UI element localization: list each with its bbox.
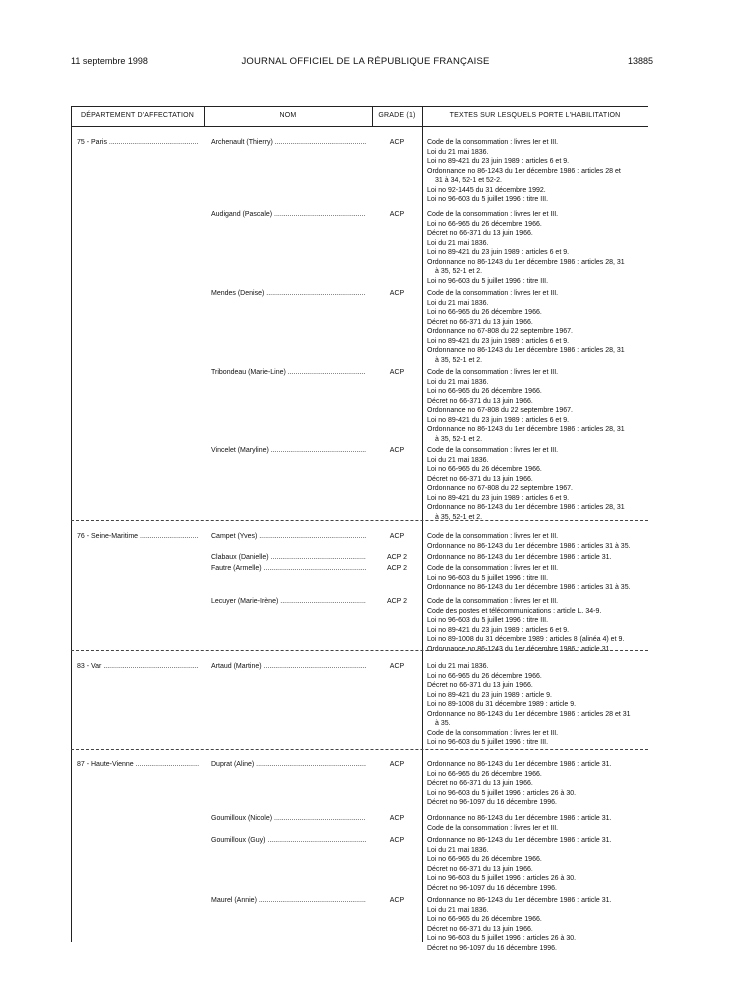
grade-cell: ACP bbox=[389, 533, 405, 540]
grade-cell: ACP 2 bbox=[386, 598, 408, 605]
text-line: Ordonnance no 86-1243 du 1er décembre 1986 : article 31. bbox=[427, 815, 612, 822]
page-date: 11 septembre 1998 bbox=[71, 56, 148, 66]
text-line: Loi du 21 mai 1836. bbox=[427, 148, 489, 156]
text-line: Ordonnance no 86-1243 du 1er décembre 1986 : article 31. bbox=[427, 645, 612, 653]
name-cell: Duprat (Aline) ..... bbox=[211, 760, 366, 770]
texts-cell bbox=[427, 368, 657, 444]
dept-cell: 76 - Seine-Maritime ..... bbox=[77, 532, 199, 542]
text-line: Loi no 89-421 du 23 juin 1989 : article 9. bbox=[427, 691, 552, 699]
text-line: Ordonnance no 86-1243 du 1er décembre 1986 : article 31. bbox=[427, 554, 612, 561]
text-line: Ordonnance no 86-1243 du 1er décembre 1986 : article 31. bbox=[427, 897, 612, 904]
name-cell: Mendes (Denise) ..... bbox=[211, 289, 366, 299]
text-line: Loi no 89-1008 du 31 décembre 1989 : article 9. bbox=[427, 701, 577, 708]
text-line: Décret no 66-371 du 13 juin 1966. bbox=[427, 230, 533, 237]
text-line: Loi no 96-603 du 5 juillet 1996 : titre III. bbox=[427, 739, 549, 746]
name-cell: Archenault (Thierry) ..... bbox=[211, 138, 366, 148]
text-line: Code de la consommation : livres Ier et III. bbox=[427, 211, 559, 218]
text-line: Ordonnance no 86-1243 du 1er décembre 1986 : articles 28, 31 bbox=[427, 347, 625, 354]
text-line: Loi no 66-965 du 26 décembre 1966. bbox=[427, 220, 542, 228]
name-cell: Audigand (Pascale) ..... bbox=[211, 210, 366, 220]
text-line: Loi no 89-1008 du 31 décembre 1989 : articles 8 (alinéa 4) et 9. bbox=[427, 636, 625, 643]
text-line: Loi no 66-965 du 26 décembre 1966. bbox=[427, 916, 542, 923]
text-line: Code de la consommation : livres Ier et III. bbox=[427, 533, 559, 540]
text-line: Loi du 21 mai 1836. bbox=[427, 456, 489, 464]
section-separator bbox=[71, 520, 648, 521]
text-line: Ordonnance no 86-1243 du 1er décembre 1986 : articles 31 à 35. bbox=[427, 542, 631, 550]
dept-cell: 75 - Paris ..... bbox=[77, 138, 199, 148]
texts-cell bbox=[427, 289, 657, 365]
name-cell: Goumilloux (Guy) ..... bbox=[211, 836, 366, 846]
section-separator bbox=[71, 749, 648, 750]
text-line: Loi du 21 mai 1836. bbox=[427, 299, 489, 307]
text-line: Ordonnance no 86-1243 du 1er décembre 1986 : articles 28, 31 bbox=[427, 504, 625, 511]
name-cell: Clabaux (Danielle) ..... bbox=[211, 553, 366, 563]
text-line: Code de la consommation : livres Ier et III. bbox=[427, 369, 559, 376]
text-line: à 35. bbox=[435, 720, 451, 727]
grade-cell: ACP bbox=[389, 897, 405, 904]
col-divider bbox=[422, 106, 423, 942]
table-left-border bbox=[71, 106, 72, 942]
text-line: Loi no 96-603 du 5 juillet 1996 : articles 26 à 30. bbox=[427, 875, 577, 882]
text-line: Loi no 89-421 du 23 juin 1989 : articles 6 et 9. bbox=[427, 158, 570, 165]
texts-cell bbox=[427, 814, 657, 833]
text-line: Décret no 66-371 du 13 juin 1966. bbox=[427, 475, 533, 483]
grade-cell: ACP bbox=[389, 447, 405, 454]
text-line: Décret no 66-371 du 13 juin 1966. bbox=[427, 682, 533, 689]
grade-cell: ACP 2 bbox=[386, 554, 408, 561]
text-line: Code des postes et télécommunications : article L. 34-9. bbox=[427, 607, 602, 615]
name-cell: Tribondeau (Marie-Line) ..... bbox=[211, 368, 366, 378]
grade-cell: ACP bbox=[389, 290, 405, 297]
journal-title: JOURNAL OFFICIEL DE LA RÉPUBLIQUE FRANÇAISE bbox=[241, 56, 490, 67]
text-line: Loi no 89-421 du 23 juin 1989 : articles 6 et 9. bbox=[427, 416, 570, 424]
text-line: Loi no 92-1445 du 31 décembre 1992. bbox=[427, 186, 546, 194]
text-line: Loi no 89-421 du 23 juin 1989 : articles 6 et 9. bbox=[427, 337, 570, 345]
text-line: Loi no 66-965 du 26 décembre 1966. bbox=[427, 388, 542, 395]
column-header-dept: DÉPARTEMENT D'AFFECTATION bbox=[80, 112, 195, 119]
texts-cell bbox=[427, 553, 657, 563]
name-cell: Artaud (Martine) ..... bbox=[211, 662, 366, 672]
text-line: Loi du 21 mai 1836. bbox=[427, 378, 489, 386]
name-cell: Fautre (Armelle) ..... bbox=[211, 564, 366, 574]
text-line: à 35, 52-1 et 2. bbox=[435, 356, 483, 364]
texts-cell bbox=[427, 836, 657, 893]
name-cell: Maurel (Annie) ..... bbox=[211, 896, 366, 906]
texts-cell bbox=[427, 564, 657, 593]
text-line: Ordonnance no 86-1243 du 1er décembre 1986 : articles 28 et 31 bbox=[427, 710, 631, 718]
text-line: Code de la consommation : livres Ier et III. bbox=[427, 729, 559, 737]
text-line: Ordonnance no 86-1243 du 1er décembre 1986 : articles 31 à 35. bbox=[427, 584, 631, 591]
grade-cell: ACP bbox=[389, 837, 405, 844]
text-line: Loi no 66-965 du 26 décembre 1966. bbox=[427, 309, 542, 316]
text-line: Décret no 66-371 du 13 juin 1966. bbox=[427, 925, 533, 933]
grade-cell: ACP bbox=[389, 139, 405, 146]
text-line: Ordonnance no 67-808 du 22 septembre 1967. bbox=[427, 407, 573, 414]
text-line: Loi du 21 mai 1836. bbox=[427, 906, 489, 914]
texts-cell bbox=[427, 446, 657, 522]
text-line: Décret no 96-1097 du 16 décembre 1996. bbox=[427, 884, 557, 892]
text-line: Code de la consommation : livres Ier et III. bbox=[427, 447, 559, 454]
text-line: Décret no 96-1097 du 16 décembre 1996. bbox=[427, 944, 557, 952]
texts-cell bbox=[427, 138, 657, 205]
text-line: Ordonnance no 67-808 du 22 septembre 1967. bbox=[427, 485, 573, 492]
text-line: Loi no 66-965 du 26 décembre 1966. bbox=[427, 672, 542, 680]
text-line: Code de la consommation : livres Ier et III. bbox=[427, 598, 559, 605]
text-line: à 35, 52-1 et 2. bbox=[435, 268, 483, 275]
text-line: Décret no 66-371 du 13 juin 1966. bbox=[427, 780, 533, 787]
text-line: Loi du 21 mai 1836. bbox=[427, 663, 489, 670]
column-header-textes: TEXTES SUR LESQUELS PORTE L'HABILITATION bbox=[449, 112, 621, 119]
texts-cell bbox=[427, 760, 657, 808]
text-line: Code de la consommation : livres Ier et III. bbox=[427, 290, 559, 297]
text-line: Ordonnance no 86-1243 du 1er décembre 1986 : articles 28, 31 bbox=[427, 258, 625, 266]
text-line: Loi no 96-603 du 5 juillet 1996 : titre III. bbox=[427, 574, 549, 582]
text-line: Ordonnance no 86-1243 du 1er décembre 1986 : article 31. bbox=[427, 761, 612, 768]
grade-cell: ACP bbox=[389, 211, 405, 218]
text-line: 31 à 34, 52-1 et 52-2. bbox=[435, 177, 502, 184]
texts-cell bbox=[427, 210, 657, 286]
texts-cell bbox=[427, 662, 657, 748]
text-line: Loi no 89-421 du 23 juin 1989 : articles 6 et 9. bbox=[427, 626, 570, 634]
habilitation-table bbox=[71, 106, 648, 952]
text-line: Loi no 89-421 du 23 juin 1989 : articles 6 et 9. bbox=[427, 494, 570, 502]
grade-cell: ACP bbox=[389, 815, 405, 822]
text-line: Code de la consommation : livres Ier et III. bbox=[427, 824, 559, 832]
text-line: Code de la consommation : livres Ier et III. bbox=[427, 139, 559, 146]
dept-cell: 87 - Haute-Vienne ..... bbox=[77, 760, 199, 770]
dept-cell: 83 - Var ..... bbox=[77, 662, 199, 672]
column-header-grade: GRADE (1) bbox=[378, 112, 416, 119]
text-line: Loi no 89-421 du 23 juin 1989 : articles 6 et 9. bbox=[427, 249, 570, 256]
name-cell: Campet (Yves) ..... bbox=[211, 532, 366, 542]
text-line: à 35, 52-1 et 2. bbox=[435, 513, 483, 521]
text-line: Loi no 96-603 du 5 juillet 1996 : titre III. bbox=[427, 196, 549, 203]
text-line: à 35, 52-1 et 2. bbox=[435, 435, 483, 443]
text-line: Loi du 21 mai 1836. bbox=[427, 846, 489, 854]
text-line: Décret no 96-1097 du 16 décembre 1996. bbox=[427, 799, 557, 806]
texts-cell bbox=[427, 532, 657, 551]
text-line: Ordonnance no 86-1243 du 1er décembre 1986 : articles 28 et bbox=[427, 167, 621, 175]
text-line: Loi no 66-965 du 26 décembre 1966. bbox=[427, 770, 542, 778]
text-line: Ordonnance no 67-808 du 22 septembre 1967. bbox=[427, 328, 573, 335]
column-header-nom: NOM bbox=[279, 112, 297, 119]
text-line: Ordonnance no 86-1243 du 1er décembre 1986 : article 31. bbox=[427, 837, 612, 844]
table-top-border bbox=[71, 106, 648, 107]
grade-cell: ACP bbox=[389, 369, 405, 376]
text-line: Décret no 66-371 du 13 juin 1966. bbox=[427, 865, 533, 873]
grade-cell: ACP bbox=[389, 761, 405, 768]
text-line: Loi no 96-603 du 5 juillet 1996 : articles 26 à 30. bbox=[427, 935, 577, 942]
text-line: Décret no 66-371 du 13 juin 1966. bbox=[427, 318, 533, 326]
table-header-border bbox=[71, 126, 648, 127]
text-line: Loi no 96-603 du 5 juillet 1996 : articles 26 à 30. bbox=[427, 789, 577, 797]
text-line: Décret no 66-371 du 13 juin 1966. bbox=[427, 397, 533, 405]
name-cell: Lecuyer (Marie-Irène) ..... bbox=[211, 597, 366, 607]
text-line: Loi no 66-965 du 26 décembre 1966. bbox=[427, 856, 542, 863]
grade-cell: ACP 2 bbox=[386, 565, 408, 572]
name-cell: Vincelet (Maryline) ..... bbox=[211, 446, 366, 456]
text-line: Code de la consommation : livres Ier et III. bbox=[427, 565, 559, 572]
text-line: Loi no 66-965 du 26 décembre 1966. bbox=[427, 466, 542, 473]
text-line: Loi du 21 mai 1836. bbox=[427, 239, 489, 247]
texts-cell bbox=[427, 597, 657, 654]
page-number: 13885 bbox=[627, 56, 653, 66]
text-line: Loi no 96-603 du 5 juillet 1996 : titre III. bbox=[427, 617, 549, 624]
text-line: Loi no 96-603 du 5 juillet 1996 : titre III. bbox=[427, 277, 549, 285]
name-cell: Goumilloux (Nicole) ..... bbox=[211, 814, 366, 824]
text-line: Ordonnance no 86-1243 du 1er décembre 1986 : articles 28, 31 bbox=[427, 426, 625, 433]
section-separator bbox=[71, 650, 648, 651]
grade-cell: ACP bbox=[389, 663, 405, 670]
texts-cell bbox=[427, 896, 657, 953]
